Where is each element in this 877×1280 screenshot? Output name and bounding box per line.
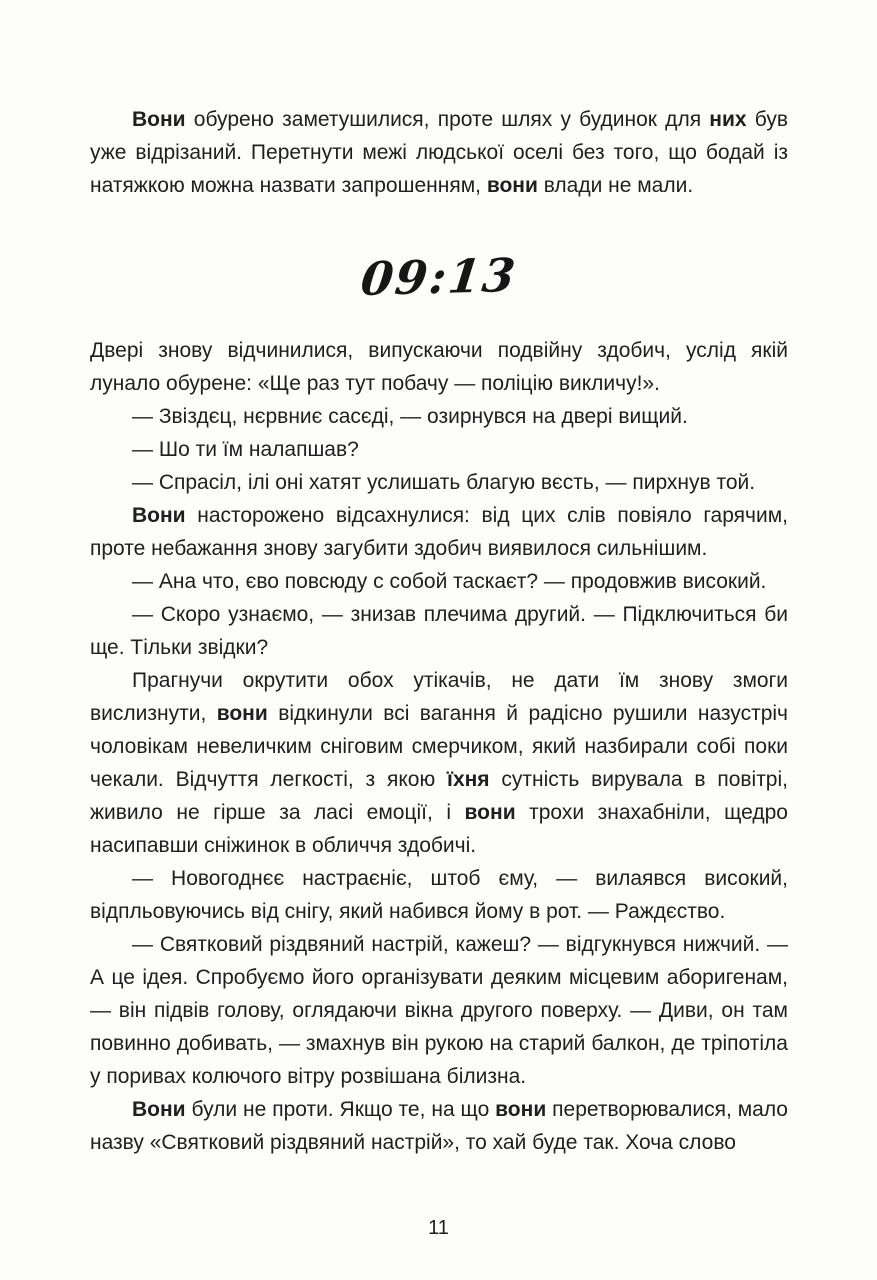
text-segment: був уже відрізаний. Перетнути межі людської оселі без того, що бодай із натяжкою можна назвати запрошенням, bbox=[90, 108, 788, 197]
text-segment: — Святковий різдвяний настрій, кажеш? — відгукнувся нижчий. — А це ідея. Спробуємо його організувати деяким місцевим аборигенам, — він підвів голову, оглядаючи вікна другого поверху. — Диви, он там повинно добивать, — змахнув він рукою на старий балкон, де тріпотіла у поривах колючого вітру розвішана білизна. bbox=[90, 933, 788, 1088]
text-segment: — Шо ти їм налапшав? bbox=[132, 438, 359, 461]
text-segment: Прагнучи окрутити обох утікачів, не дати їм знову змоги вислизнути, bbox=[90, 669, 788, 725]
bold-text-segment: їхня bbox=[447, 768, 490, 791]
bold-text-segment: вони bbox=[464, 801, 516, 824]
text-segment: трохи знахабніли, щедро насипавши сніжинок в обличчя здобичі. bbox=[90, 801, 788, 857]
text-segment: Двері знову відчинилися, випускаючи подвійну здобич, услід якій лунало обурене: «Ще раз тут побачу — поліцію викличу!». bbox=[90, 339, 788, 395]
text-blocks bbox=[90, 103, 788, 1159]
bold-text-segment: вони bbox=[216, 702, 268, 725]
page-number: 11 bbox=[428, 1217, 449, 1239]
paragraph bbox=[90, 565, 788, 598]
paragraph bbox=[90, 103, 788, 202]
text-segment: — Новогоднєє настраєніє, штоб єму, — вилаявся високий, відпльовуючись від снігу, який набився йому в рот. — Раждєство. bbox=[90, 867, 788, 923]
bold-text-segment: Вони bbox=[132, 1098, 186, 1121]
paragraph bbox=[90, 466, 788, 499]
bold-text-segment: Вони bbox=[132, 108, 186, 131]
text-segment: перетворювалися, мало назву «Святковий різдвяний настрій», то хай буде так. Хоча слово bbox=[90, 1098, 788, 1154]
text-segment: — Ана что, єво повсюду с собой таскаєт? — продовжив високий. bbox=[132, 570, 767, 593]
text-segment: — Скоро узнаємо, — знизав плечима другий. — Підключиться би ще. Тільки звідки? bbox=[90, 603, 788, 659]
bold-text-segment: Вони bbox=[132, 504, 186, 527]
paragraph bbox=[90, 400, 788, 433]
bold-text-segment: вони bbox=[495, 1098, 547, 1121]
paragraph bbox=[90, 1093, 788, 1159]
text-segment: насторожено відсахнулися: від цих слів повіяло гарячим, проте небажання знову загубити здобич виявилося сильнішим. bbox=[90, 504, 788, 560]
text-segment: влади не мали. bbox=[537, 174, 694, 197]
bold-text-segment: них bbox=[709, 108, 747, 131]
paragraph bbox=[90, 433, 788, 466]
paragraph bbox=[90, 862, 788, 928]
time-heading: 09:13 bbox=[358, 247, 520, 307]
bold-text-segment: вони bbox=[486, 174, 538, 197]
text-segment: обурено заметушилися, проте шлях у будинок для bbox=[185, 108, 710, 131]
paragraph bbox=[90, 598, 788, 664]
text-segment: — Спрасіл, ілі оні хатят услишать благую вєсть, — пирхнув той. bbox=[132, 471, 756, 494]
paragraph bbox=[90, 664, 788, 862]
text-segment: — Звіздєц, нєрвниє сасєді, — озирнувся на двері вищий. bbox=[132, 405, 688, 428]
text-segment: були не проти. Якщо те, на що bbox=[185, 1098, 496, 1121]
text-segment: сутність вирувала в повітрі, живило не гірше за ласі емоції, і bbox=[90, 768, 788, 824]
paragraph bbox=[90, 334, 788, 400]
paragraph bbox=[90, 499, 788, 565]
paragraph bbox=[90, 928, 788, 1093]
text-segment: відкинули всі вагання й радісно рушили назустріч чоловікам невеличким сніговим смерчиком, який назбирали собі поки чекали. Відчуття легкості, з якою bbox=[90, 702, 788, 791]
